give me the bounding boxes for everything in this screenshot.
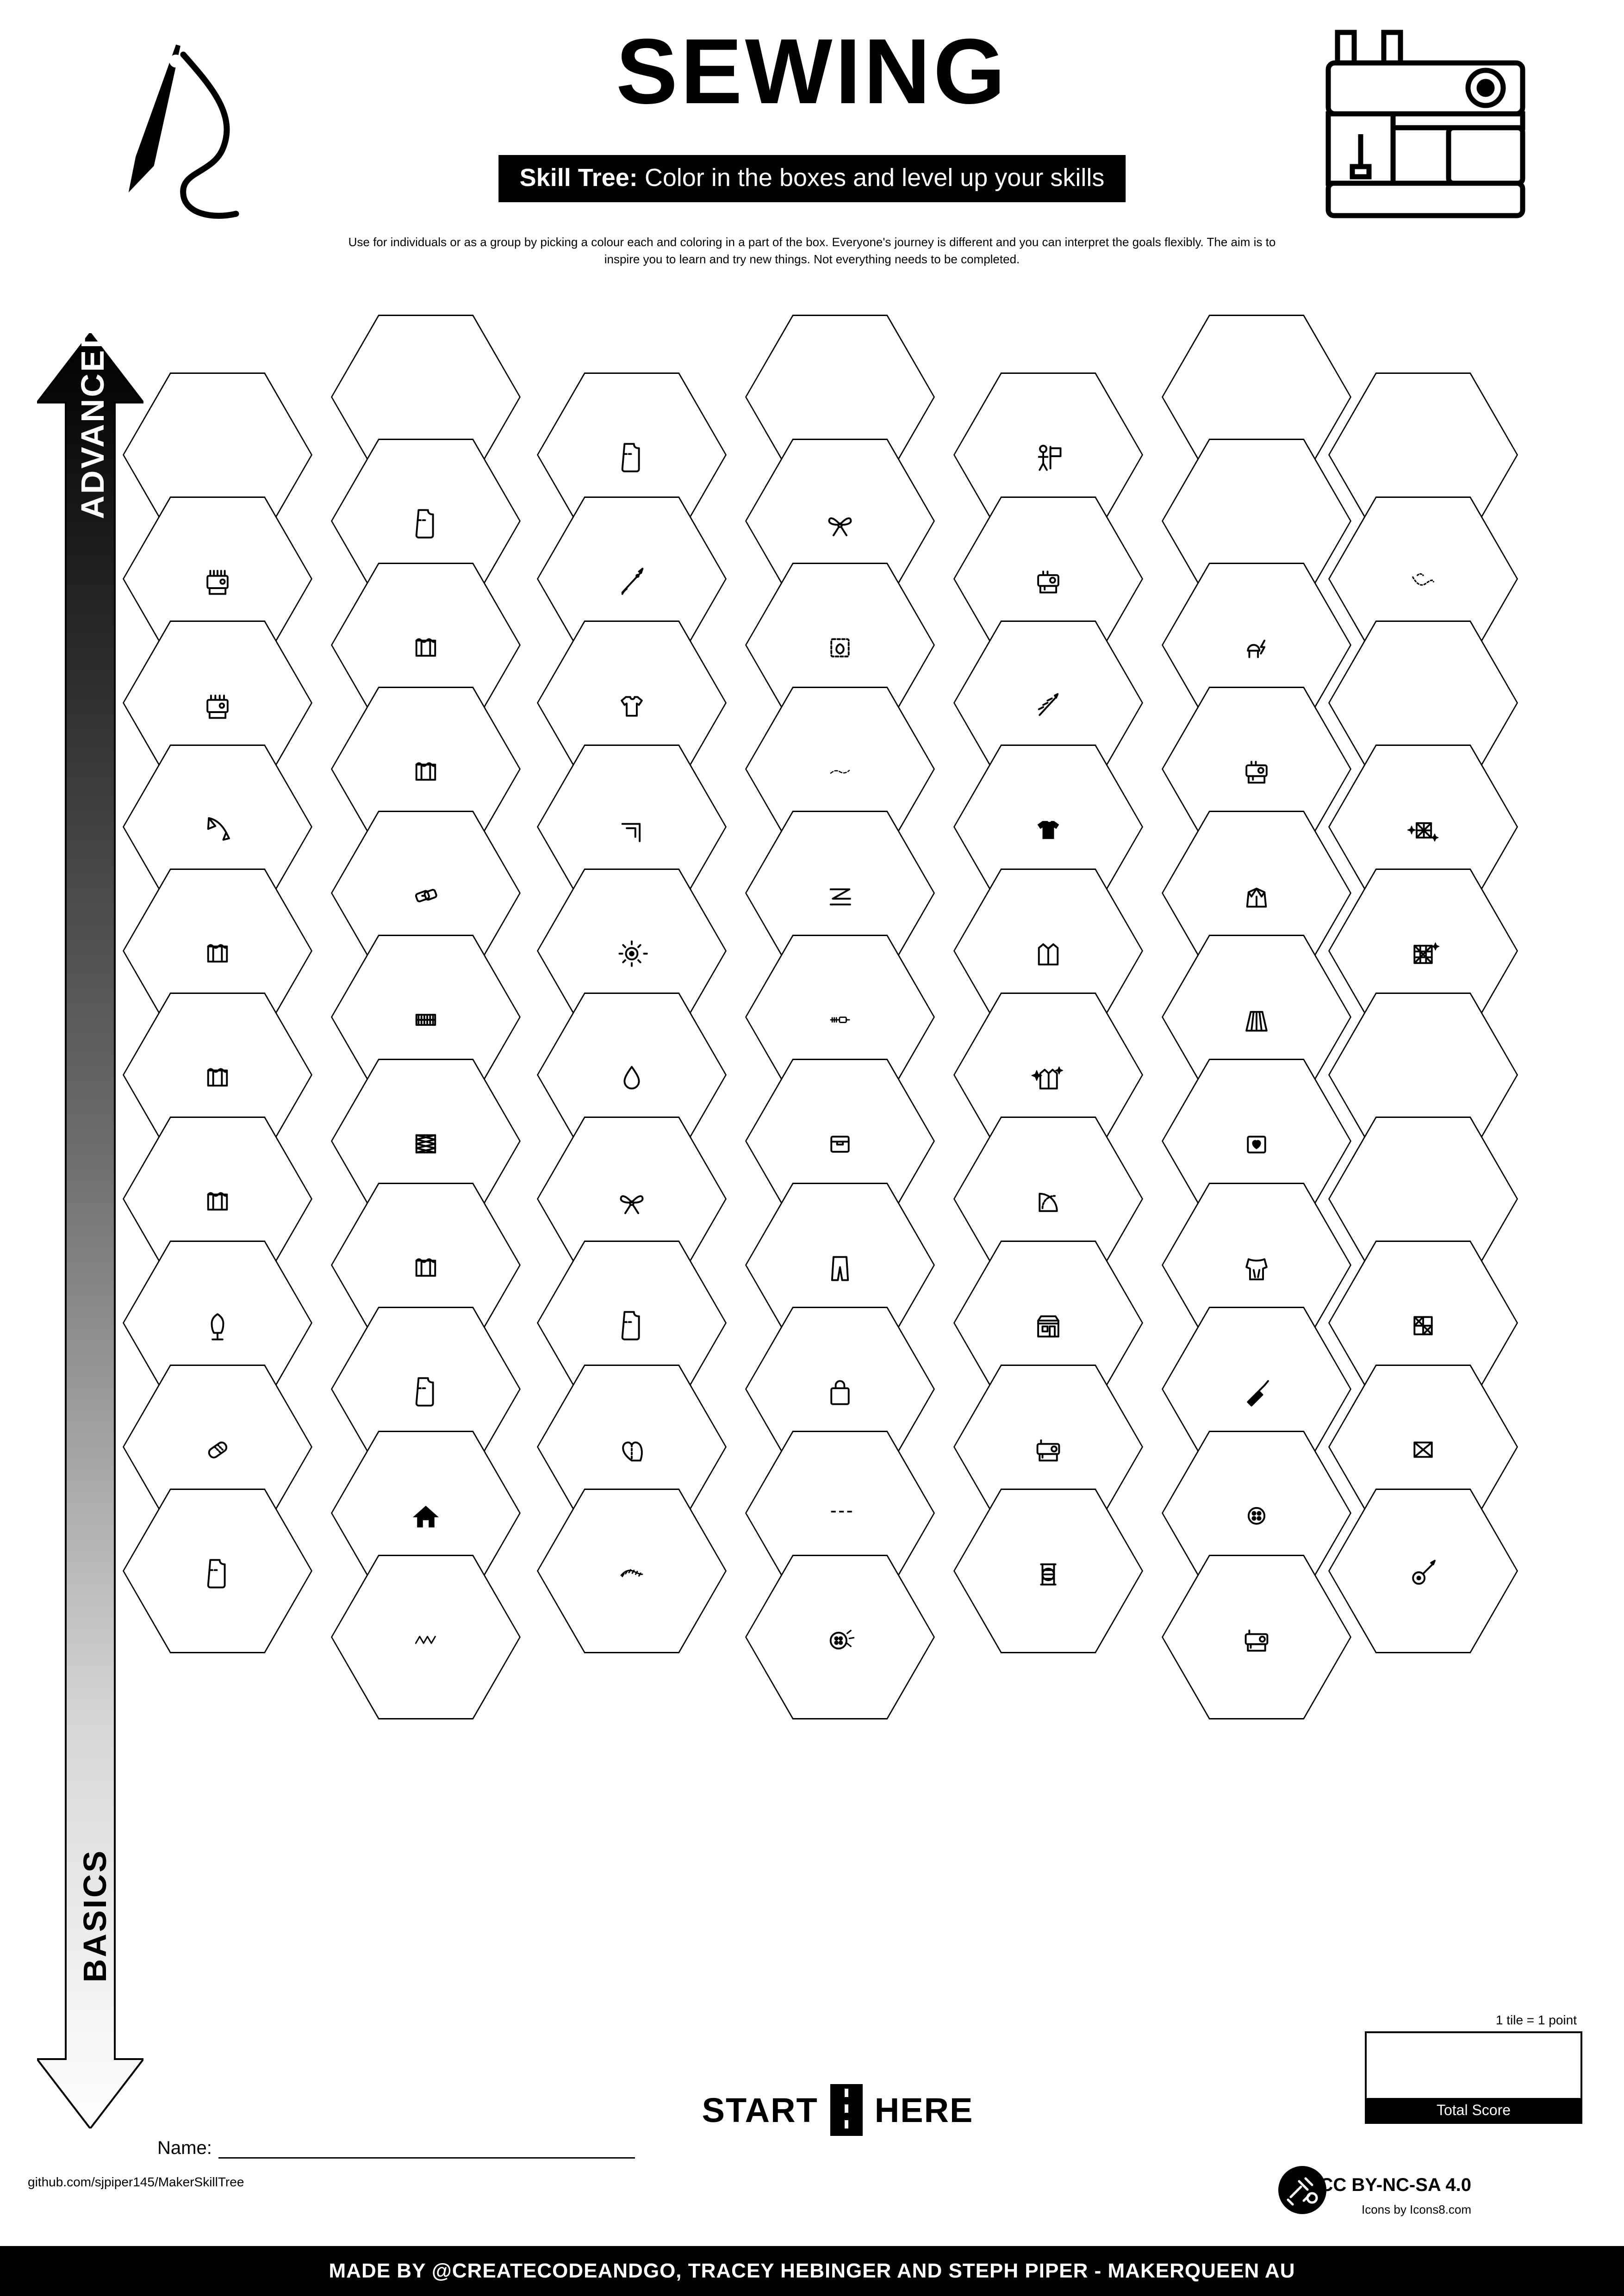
quilt-sparkle-icon — [1405, 936, 1441, 972]
jacket-icon — [1030, 936, 1066, 972]
curve-icon — [1030, 1184, 1066, 1220]
pattern-icon — [408, 1374, 444, 1410]
tile-content — [1163, 1556, 1350, 1718]
basting-icon — [808, 760, 872, 783]
tile-content — [538, 1490, 725, 1652]
tile-content — [124, 1490, 311, 1652]
corner-icon — [614, 812, 650, 848]
button-icon — [822, 1622, 858, 1658]
skill-tile-wind-bobbin[interactable] — [953, 1489, 1143, 1653]
tile-content — [332, 1556, 519, 1718]
pattern-icon — [614, 440, 650, 476]
shirt-icon — [1030, 812, 1066, 848]
start-here-marker — [662, 2082, 1014, 2138]
pattern-icon — [614, 1308, 650, 1344]
intro-paragraph: Use for individuals or as a group by picking a colour each and coloring in a part of the box. Everyone's journey is different and you can interpret the goals flexibly. The aim is to inspire you to learn and try new things. Not everything needs to be completed. — [348, 235, 1276, 266]
free-motion-icon — [1391, 567, 1456, 596]
pocket-icon — [822, 1126, 858, 1162]
fabric-roll-icon — [199, 1060, 236, 1096]
skirt-icon — [1238, 1002, 1275, 1038]
print-fabric-icon — [408, 1126, 444, 1162]
here-label: HERE — [874, 2091, 974, 2129]
name-field[interactable] — [157, 2138, 635, 2159]
improv-quilt-icon — [1405, 812, 1441, 848]
embroidery-machine-icon — [1030, 564, 1066, 600]
page-title: SEWING — [616, 20, 1008, 123]
collar-icon — [1238, 878, 1275, 914]
axis-label-advanced: ADVANCED — [75, 323, 111, 519]
skill-tile-hand-stitching[interactable] — [537, 1489, 727, 1653]
applique-icon — [822, 630, 858, 666]
skill-tile-machine-basics[interactable] — [1162, 1555, 1351, 1719]
road-icon — [830, 2084, 863, 2136]
hand-needle-icon — [614, 564, 650, 600]
mended-heart-icon — [614, 1432, 650, 1468]
github-link[interactable]: github.com/sjpiper145/MakerSkillTree — [28, 2175, 244, 2189]
stitches-icon — [602, 1560, 662, 1588]
bias-icon — [822, 878, 858, 914]
pattern-icon — [408, 506, 444, 542]
droplet-icon — [614, 1060, 650, 1096]
name-label: Name: — [157, 2138, 212, 2158]
subtitle-label: Skill Tree: — [519, 164, 638, 192]
seam-ripper-icon — [1238, 1374, 1275, 1410]
icons-credit: Icons by Icons8.com — [1362, 2203, 1471, 2216]
house-icon — [408, 1498, 444, 1534]
embroidery-machine-icon — [1238, 754, 1275, 790]
gift-bow-icon — [822, 506, 858, 542]
skill-tile-rotary-cutter[interactable] — [1328, 1489, 1518, 1653]
coverstitch-icon — [199, 688, 236, 724]
zipper-icon — [810, 1007, 870, 1033]
skill-tile-print-plot[interactable] — [123, 1489, 312, 1653]
total-score-label: Total Score — [1367, 2098, 1580, 2122]
velcro-icon — [408, 1002, 444, 1038]
buckle-icon — [408, 878, 444, 914]
fabric-roll-icon — [408, 754, 444, 790]
start-label: START — [702, 2091, 818, 2129]
patchwork-icon — [1405, 1432, 1441, 1468]
skill-tile-hand-sew-button[interactable] — [745, 1555, 935, 1719]
zigzag-icon — [398, 1626, 454, 1654]
patch-icon — [199, 1432, 236, 1468]
sparkle-jacket-icon — [1030, 1060, 1066, 1096]
teacher-icon — [1030, 440, 1066, 476]
tile-content — [747, 1556, 933, 1718]
sewing-machine-small-icon — [1030, 1432, 1066, 1468]
bobbin-icon — [1030, 1556, 1066, 1592]
french-seam-icon — [1030, 688, 1066, 724]
tile-point-note: 1 tile = 1 point — [1495, 2013, 1577, 2027]
sleeve-icon — [199, 812, 236, 848]
axis-label-basics: BASICS — [77, 1849, 113, 1983]
tile-content — [1330, 1490, 1517, 1652]
mannequin-icon — [199, 1308, 236, 1344]
shop-icon — [1030, 1308, 1066, 1344]
fabric-roll-icon — [408, 1250, 444, 1286]
tshirt-icon — [614, 688, 650, 724]
quilt-top-icon — [1405, 1308, 1441, 1344]
buttonhole-icon — [1238, 1498, 1275, 1534]
pattern-icon — [199, 1556, 236, 1592]
snap-icon — [614, 936, 650, 972]
dashed-line-icon — [801, 1505, 879, 1527]
dart-icon — [1238, 1250, 1275, 1286]
skill-tile-zigzag[interactable] — [331, 1555, 521, 1719]
credits-bar: MADE BY @CREATECODEANDGO, TRACEY HEBINGER AND STEPH PIPER - MAKERQUEEN AU — [0, 2246, 1624, 2296]
fabric-roll-icon — [408, 630, 444, 666]
label-tag-icon — [1238, 1126, 1275, 1162]
fabric-roll-icon — [199, 936, 236, 972]
gift-bow-icon — [614, 1184, 650, 1220]
pants-icon — [822, 1250, 858, 1286]
fabric-roll-icon — [199, 1184, 236, 1220]
total-score-box[interactable] — [1365, 2013, 1582, 2124]
name-input-rule[interactable] — [218, 2155, 635, 2159]
rotary-cutter-icon — [1405, 1556, 1441, 1592]
bag-icon — [822, 1374, 858, 1410]
license-text: CC BY-NC-SA 4.0 — [1319, 2175, 1471, 2195]
overlocker-icon — [199, 564, 236, 600]
tile-content — [955, 1490, 1142, 1652]
sewing-machine-small-icon — [1238, 1622, 1275, 1658]
led-icon — [1238, 630, 1275, 666]
subtitle-text: Color in the boxes and level up your skills — [644, 164, 1105, 192]
